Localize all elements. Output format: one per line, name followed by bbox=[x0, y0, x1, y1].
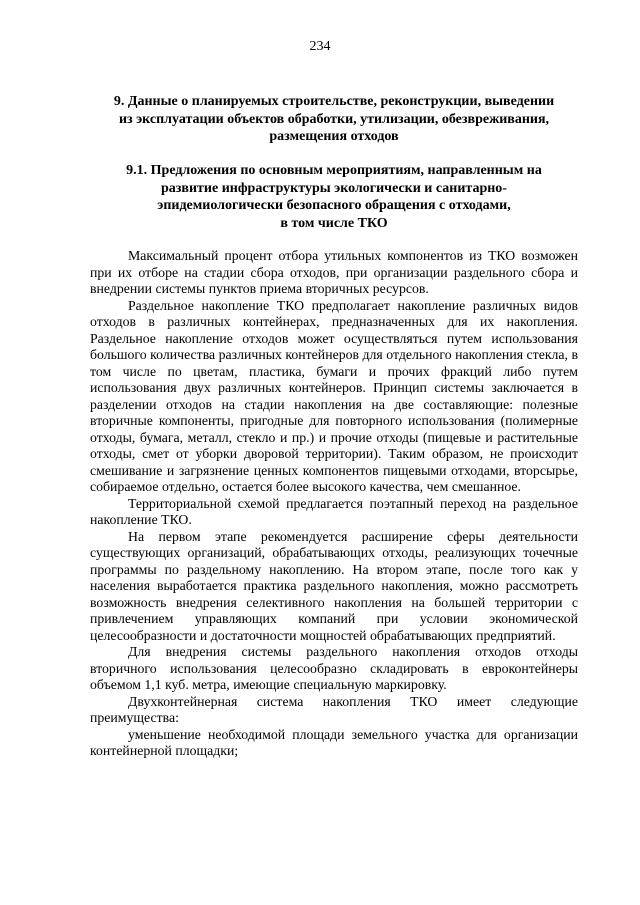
paragraph: На первом этапе рекомендуется расширение сферы деятельности существующих организаций, обрабатывающих отходы, реализующих точечные программы по раздельному накоплению. На втором этапе, после того как у населения выработается практика раздельного накопления, можно рассмотреть возможность внедрения селективного накопления на большей территории с привлечением управляющих компаний при условии экономической целесообразности и достаточности мощностей обрабатывающих предприятий. bbox=[90, 528, 578, 643]
paragraph: Для внедрения системы раздельного накопления отходов отходы вторичного использования целесообразно складировать в евроконтейнеры объемом 1,1 куб. метра, имеющие специальную маркировку. bbox=[90, 644, 578, 692]
subsection-heading bbox=[90, 162, 578, 232]
paragraph: Территориальной схемой предлагается поэтапный переход на раздельное накопление ТКО. bbox=[90, 495, 578, 527]
page-number: 234 bbox=[309, 39, 331, 54]
section-heading-line: из эксплуатации объектов обработки, утилизации, обезвреживания, bbox=[118, 111, 550, 127]
section-heading-line: 9. Данные о планируемых строительстве, реконструкции, выведении bbox=[113, 94, 555, 109]
subsection-heading-line: развитие инфраструктуры экологически и санитарно- bbox=[161, 180, 507, 196]
subsection-heading-line: эпидемиологически безопасного обращения с отходами, bbox=[157, 198, 511, 213]
body-text bbox=[90, 248, 578, 760]
paragraph: Раздельное накопление ТКО предполагает накопление различных видов отходов в различных контейнерах, предназначенных для их накопления. Раздельное накопление отходов может осуществляться путем использования большого количества различных контейнеров для отдельного накопления стекла, в том числе по цветам, пластика, бумаги и прочих фракций либо путем использования двух различных контейнеров. Принцип системы заключается в разделении отходов на стадии накопления на две составляющие: полезные вторичные компоненты, пригодные для повторного использования (полимерные отходы, бумага, металл, стекло и пр.) и прочие отходы (пищевые и растительные отходы, смет от уборки дворовой территории). Таким образом, не происходит смешивание и загрязнение ценных компонентов пищевыми отходами, вторсырье, собираемое отдельно, остается более высокого качества, чем смешанное. bbox=[90, 297, 578, 494]
paragraph: Двухконтейнерная система накопления ТКО имеет следующие преимущества: bbox=[90, 693, 578, 725]
paragraph: уменьшение необходимой площади земельного участка для организации контейнерной площадки; bbox=[90, 726, 578, 758]
paragraph: Максимальный процент отбора утильных компонентов из ТКО возможен при их отборе на стадии сбора отходов, при организации раздельного сбора и внедрении системы пунктов приема вторичных ресурсов. bbox=[90, 248, 578, 296]
section-heading bbox=[90, 93, 578, 146]
subsection-heading-line: в том числе ТКО bbox=[280, 215, 388, 231]
subsection-heading-line: 9.1. Предложения по основным мероприятиям, направленным на bbox=[126, 163, 542, 178]
section-heading-line: размещения отходов bbox=[269, 129, 399, 144]
